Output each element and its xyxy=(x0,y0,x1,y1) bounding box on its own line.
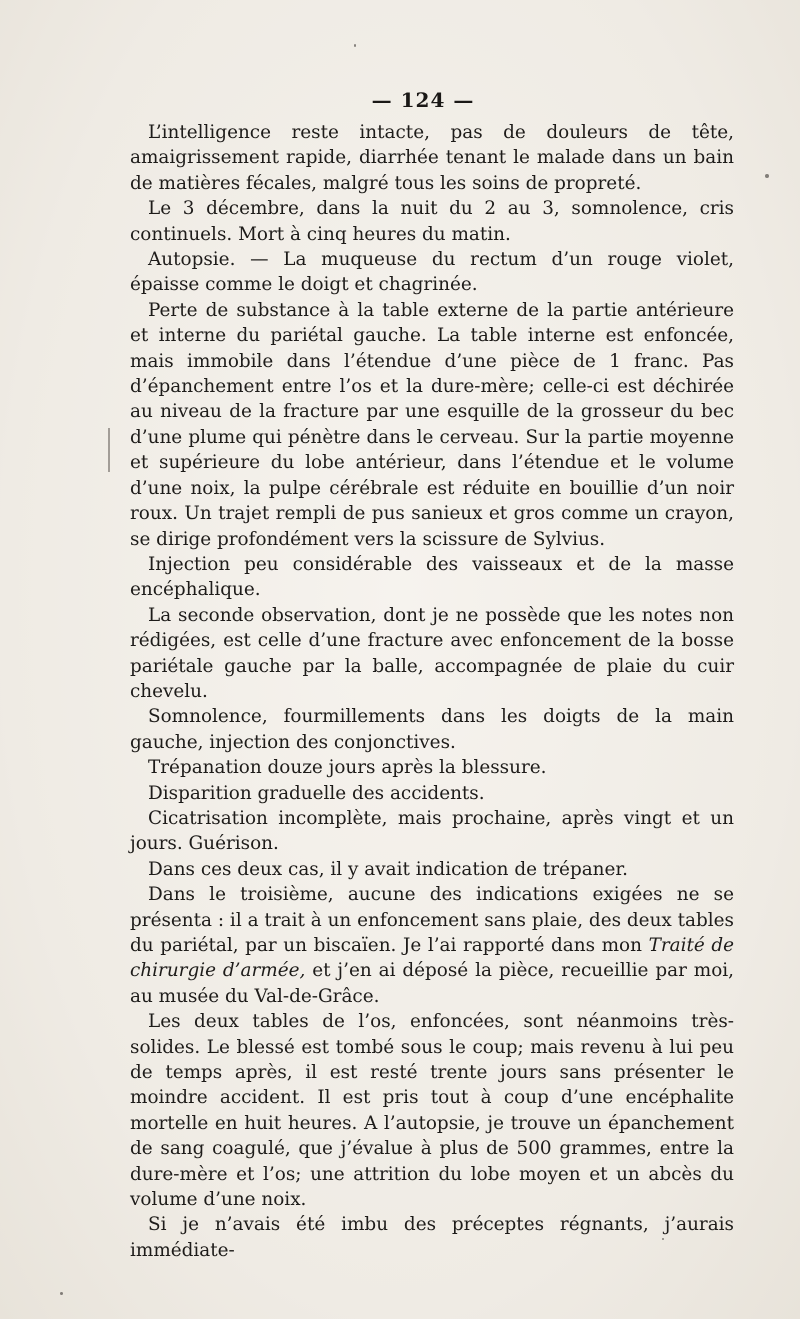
paragraph-3: Autopsie. — La muqueuse du rectum d’un rouge violet, épaisse comme le doigt et chagrinée. xyxy=(130,249,734,296)
paragraph-5: Injection peu considérable des vaisseaux et de la masse encéphalique. xyxy=(130,553,734,601)
paragraph-12-text-before: Dans le troisième, aucune des indications exigées ne se présenta : il a trait à un enfoncement sans plaie, des deux tables du pariétal, par un biscaïen. Je l’ai rapporté dans mon xyxy=(130,884,734,956)
paragraph-6: La seconde observation, dont je ne possède que les notes non rédigées, est celle d’une fracture avec enfoncement de la bosse pariétale gauche par la balle, accompagnée de plaie du cuir chevelu. xyxy=(130,604,734,702)
body-text xyxy=(130,120,734,1263)
paragraph-1: L’intelligence reste intacte, pas de douleurs de tête, amaigrissement rapide, diarrhée tenant le malade dans un bain de matières fécales, malgré tous les soins de propreté. xyxy=(130,122,734,194)
paragraph-13: Les deux tables de l’os, enfoncées, sont néanmoins très-solides. Le blessé est tombé sous le coup; mais revenu à lui peu de temps après, il est resté trente jours sans présenter le moindre accident. Il est pris tout à coup d’une encéphalite mortelle en huit heures. A l’autopsie, je trouve un épanchement de sang coagulé, que j’évalue à plus de 500 grammes, entre la dure-mère et l’os; une attrition du lobe moyen et un abcès du volume d’une noix. xyxy=(130,1011,734,1211)
paragraph-14: Si je n’avais été imbu des préceptes régnants, j’aurais immédiate- xyxy=(130,1214,734,1261)
page-number: — 124 — xyxy=(371,88,475,112)
paragraph-11: Dans ces deux cas, il y avait indication de trépaner. xyxy=(148,858,629,880)
ink-speck xyxy=(765,174,769,178)
paragraph-12 xyxy=(130,882,734,1009)
paragraph-9: Disparition graduelle des accidents. xyxy=(148,782,485,804)
paragraph-10: Cicatrisation incomplète, mais prochaine, après vingt et un jours. Guérison. xyxy=(130,807,734,855)
paragraph-8: Trépanation douze jours après la blessure. xyxy=(148,757,547,779)
paragraph-7: Somnolence, fourmillements dans les doigts de la main gauche, injection des conjonctives. xyxy=(130,706,734,753)
book-title: Traité de chirurgie d’armée, xyxy=(130,935,735,982)
paragraph-12-text-after: et j’en ai déposé la pièce, recueillie par moi, au musée du Val-de-Grâce. xyxy=(130,960,734,1007)
ink-speck xyxy=(60,1292,63,1295)
ink-speck xyxy=(354,44,356,47)
ink-speck xyxy=(662,1238,664,1240)
margin-mark xyxy=(108,428,110,472)
paragraph-4: Perte de substance à la table externe de la partie antérieure et interne du pariétal gauche. La table interne est enfoncée, mais immobile dans l’étendue d’une pièce de 1 franc. Pas d’épanchement entre l’os et la dure-mère; celle-ci est déchirée au niveau de la fracture par une esquille de la grosseur du bec d’une plume qui pénètre dans le cerveau. Sur la partie moyenne et supérieure du lobe antérieur, dans l’étendue et le volume d’une noix, la pulpe cérébrale est réduite en bouillie d’un noir roux. Un trajet rempli de pus sanieux et gros comme un crayon, se dirige profondément vers la scissure de Sylvius. xyxy=(130,299,734,550)
paragraph-2: Le 3 décembre, dans la nuit du 2 au 3, somnolence, cris continuels. Mort à cinq heures du matin. xyxy=(130,198,734,245)
